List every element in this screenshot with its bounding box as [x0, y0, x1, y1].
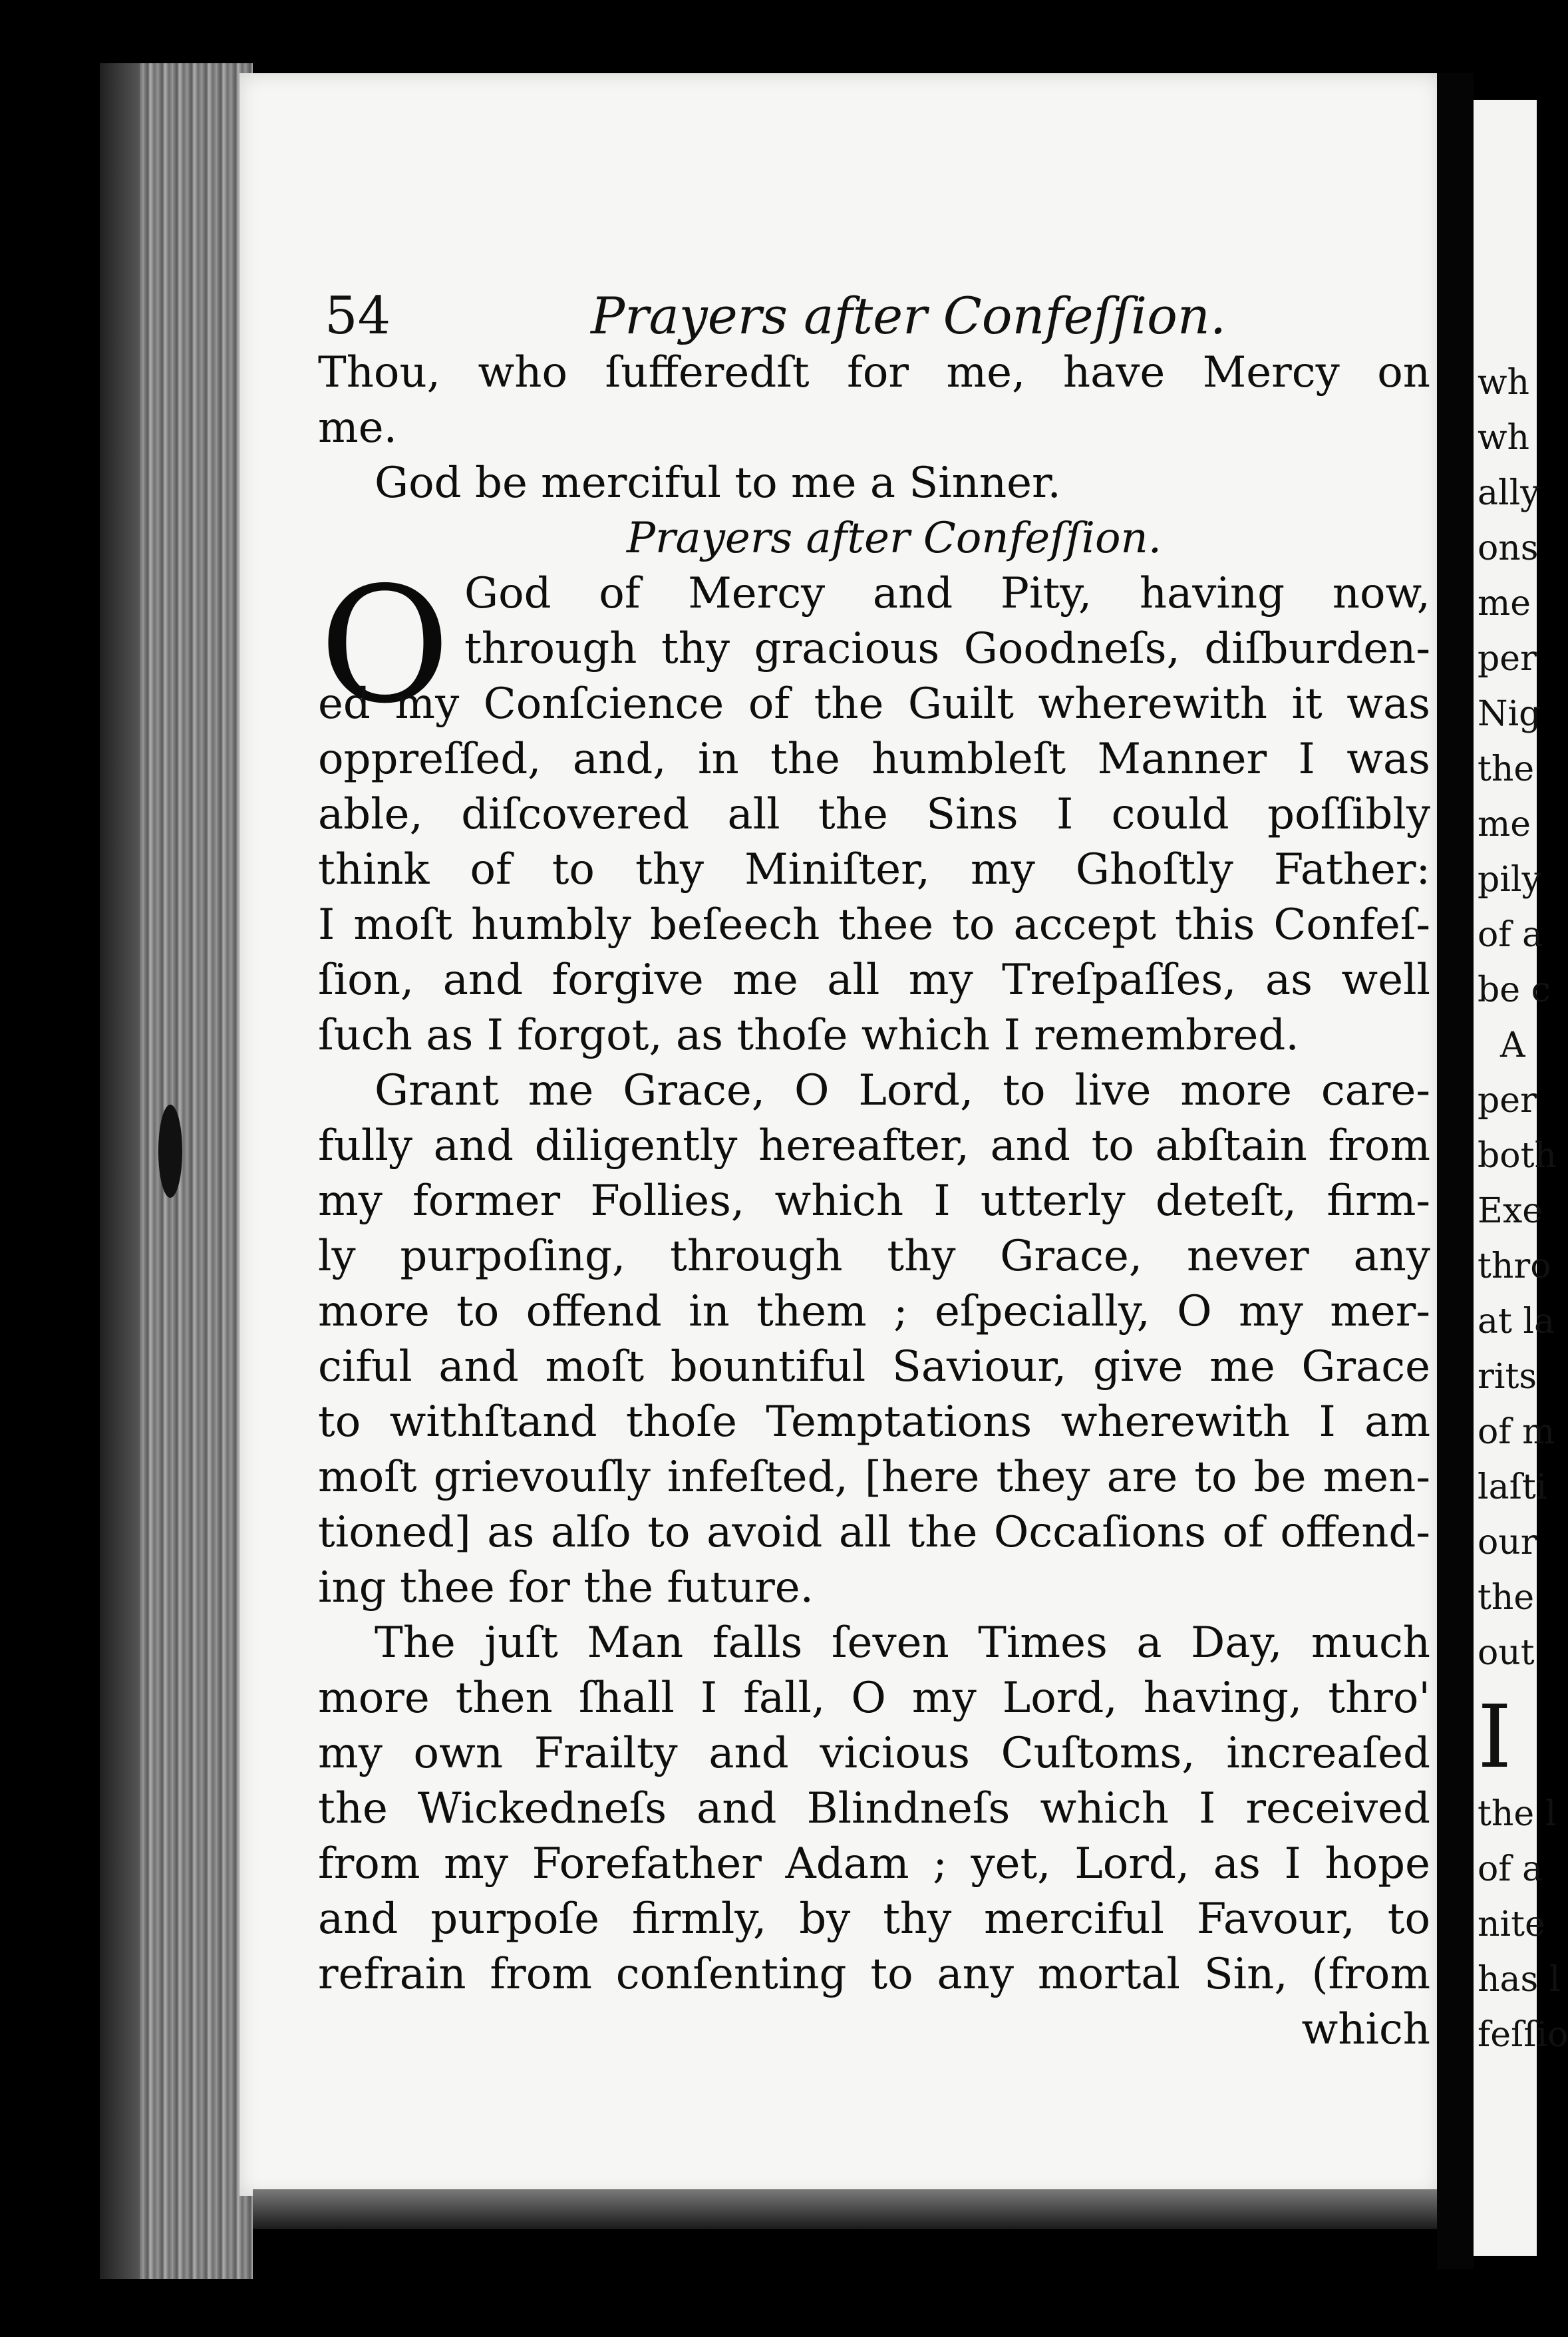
text-line: able, diſcovered all the Sins I could poſſibly [318, 790, 1430, 839]
drop-cap: O [319, 552, 450, 739]
text-line: tioned] as alſo to avoid all the Occaſions of offend- [318, 1508, 1430, 1557]
text-line: ſion, and forgive me all my Treſpaſſes, as well [318, 956, 1430, 1005]
facing-page-text: ons [1478, 528, 1539, 568]
catchword: which [1301, 2005, 1430, 2054]
facing-page-text: be c [1478, 970, 1551, 1010]
facing-page-text: ally [1478, 473, 1540, 513]
facing-page-text: laſti [1478, 1467, 1547, 1507]
text-line: moſt grievouſly infeſted, [here they are to be men- [318, 1453, 1430, 1502]
text-line: from my Forefather Adam ; yet, Lord, as I hope [318, 1839, 1430, 1888]
facing-page-text: out [1478, 1633, 1535, 1673]
facing-page-text: per [1478, 639, 1537, 679]
facing-page-text: wh [1478, 418, 1529, 458]
book-binding-shadow [100, 63, 140, 2279]
text-line: the Wickedneſs and Blindneſs which I received [318, 1784, 1430, 1833]
text-line: refrain from conſenting to any mortal Sin, (from [318, 1950, 1430, 1999]
text-line: to withſtand thoſe Temptations wherewith I am [318, 1397, 1430, 1447]
text-line: and purpoſe firmly, by thy merciful Favour, to [318, 1894, 1430, 1944]
facing-page-text: A [1500, 1025, 1525, 1065]
text-line: ſuch as I forgot, as thoſe which I remembred. [318, 1011, 1299, 1060]
text-line: ing thee for the future. [318, 1563, 814, 1612]
facing-page-text: Nig [1478, 694, 1541, 734]
facing-page-text: wh [1478, 363, 1529, 403]
facing-page-text: nite [1478, 1904, 1545, 1944]
text-line: ed my Conſcience of the Guilt wherewith it was [318, 679, 1430, 729]
text-line: my former Follies, which I utterly deteſt, firm- [318, 1176, 1430, 1226]
facing-page-text: has l [1478, 1960, 1561, 2000]
text-line: God of Mercy and Pity, having now, [464, 569, 1430, 618]
binding-hole [158, 1105, 182, 1198]
text-line: Thou, who ſufferedſt for me, have Mercy on [318, 348, 1430, 397]
facing-page-text: of a [1478, 1849, 1543, 1889]
text-line: ciful and moſt bountiful Saviour, give me Grace [318, 1342, 1430, 1391]
facing-page-text: pily [1478, 860, 1541, 900]
text-line: I moſt humbly beſeech thee to accept this Confeſ- [318, 900, 1430, 950]
facing-page-text: per [1478, 1081, 1537, 1121]
text-line: more to offend in them ; eſpecially, O my mer- [318, 1287, 1430, 1336]
text-line: God be merciful to me a Sinner. [375, 458, 1061, 508]
text-line: me. [318, 403, 397, 452]
text-line: my own Frailty and vicious Cuſtoms, increaſed [318, 1729, 1430, 1778]
facing-page-text: of a [1478, 915, 1543, 955]
running-title: Prayers after Confeſſion. [591, 286, 1227, 345]
facing-page-text: me [1478, 584, 1531, 624]
facing-page-text: rits [1478, 1357, 1537, 1397]
facing-page-text: of m [1478, 1412, 1555, 1452]
facing-page-fragment [1474, 100, 1568, 2256]
text-line: think of to thy Miniſter, my Ghoſtly Father: [318, 845, 1430, 894]
page-bottom-shadow [253, 2189, 1444, 2229]
facing-page-text: at la [1478, 1302, 1555, 1342]
running-header [325, 286, 1416, 353]
facing-page-drop-cap: I [1478, 1686, 1512, 1787]
facing-page-text: feſſio [1478, 2015, 1568, 2055]
page-number: 54 [325, 286, 391, 346]
book-gutter [1437, 73, 1474, 2269]
text-line: fully and diligently hereafter, and to abſtain from [318, 1121, 1430, 1170]
text-line: The juſt Man falls ſeven Times a Day, much [375, 1618, 1430, 1668]
text-line: more then ſhall I fall, O my Lord, having, thro' [318, 1674, 1430, 1723]
facing-page-text: the l [1478, 1794, 1557, 1834]
facing-page-text: both [1478, 1136, 1557, 1176]
facing-page-text: the [1478, 1578, 1535, 1618]
text-line: ly purpoſing, through thy Grace, never any [318, 1232, 1430, 1281]
facing-page-text: Exe [1478, 1191, 1543, 1231]
section-heading: Prayers after Confeſſion. [626, 514, 1162, 563]
text-line: Grant me Grace, O Lord, to live more care- [375, 1066, 1430, 1115]
facing-page-text: the [1478, 749, 1535, 789]
facing-page-text: me [1478, 805, 1531, 844]
facing-page-text: our [1478, 1523, 1537, 1562]
text-line: oppreſſed, and, in the humbleſt Manner I was [318, 735, 1430, 784]
text-line: through thy gracious Goodneſs, diſburden- [464, 624, 1430, 673]
facing-page-text: thro [1478, 1246, 1551, 1286]
